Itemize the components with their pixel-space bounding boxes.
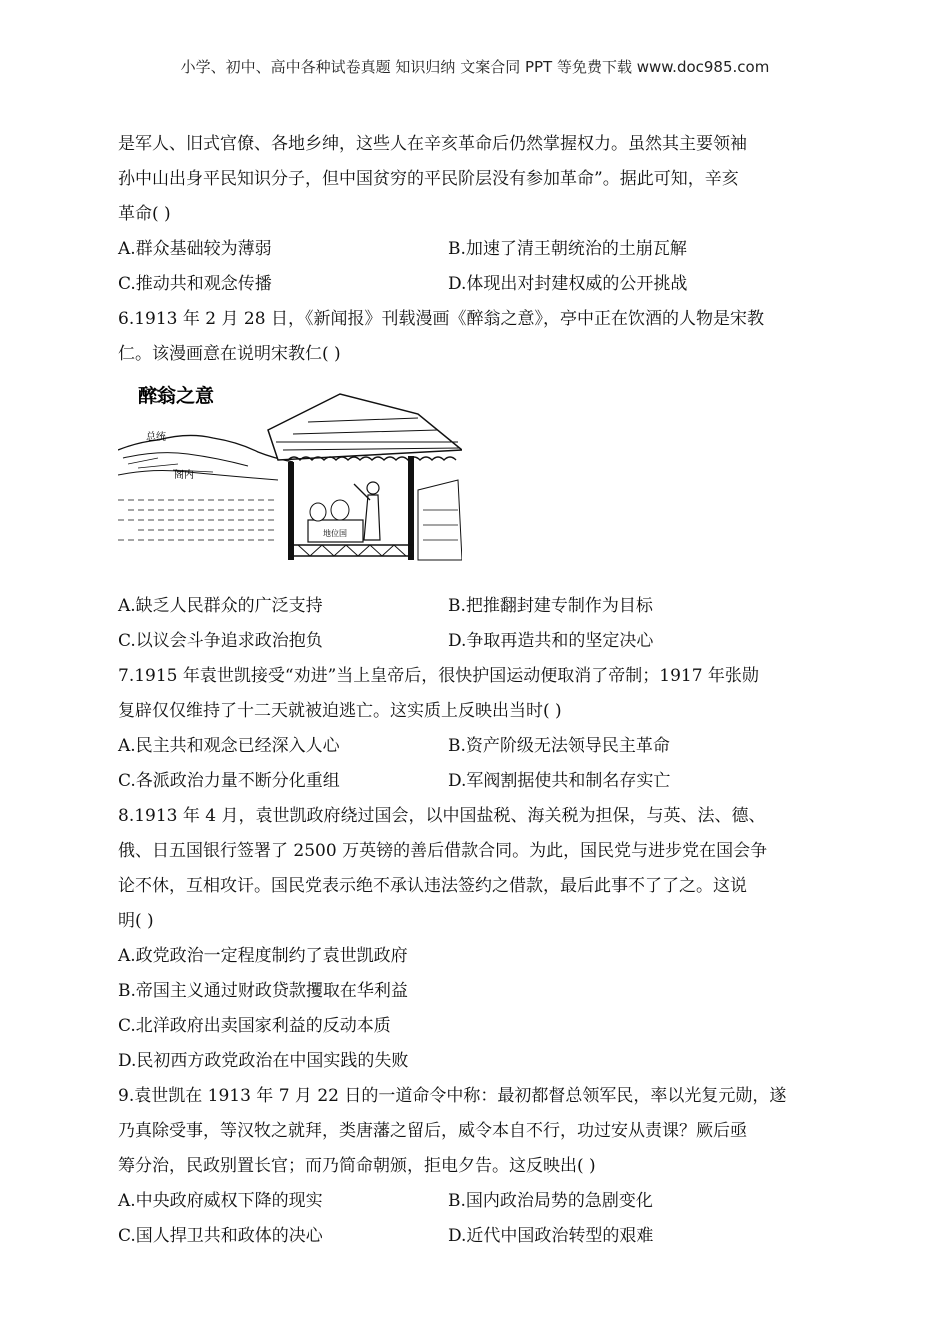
q9-option-d[interactable]: D.近代中国政治转型的艰难: [448, 1226, 654, 1246]
q6-options-row-1: [118, 589, 833, 624]
q5-option-d[interactable]: D.体现出对封建权威的公开挑战: [448, 274, 688, 294]
q6-option-d[interactable]: D.争取再造共和的坚定决心: [448, 631, 654, 651]
q7-option-d[interactable]: D.军阀割据使共和制名存实亡: [448, 771, 671, 791]
cartoon-label-left: 总统: [146, 432, 166, 443]
cartoon-label-table: 地位国: [323, 529, 347, 538]
q8-option-a[interactable]: A.政党政治一定程度制约了袁世凯政府: [118, 946, 408, 966]
q7-option-a[interactable]: A.民主共和观念已经深入人心: [118, 736, 340, 756]
question-7: [118, 659, 833, 799]
q9-stem-line-1: 9.袁世凯在 1913 年 7 月 22 日的一道命令中称：最初都督总领军民，率以光复元勋，遂: [118, 1086, 787, 1106]
document-body: [118, 127, 833, 1254]
figure-body: [364, 495, 380, 540]
wine-jar-icon: [310, 503, 326, 521]
cartoon-illustration: [118, 380, 462, 570]
q5-stem-line-3: 革命( ): [118, 204, 171, 224]
figure-head: [367, 482, 379, 494]
q8-stem-line-3: 论不休，互相攻讦。国民党表示绝不承认违法签约之借款，最后此事不了了之。这说: [118, 876, 747, 896]
q8-option-c[interactable]: C.北洋政府出卖国家利益的反动本质: [118, 1016, 391, 1036]
page-header: 小学、初中、高中各种试卷真题 知识归纳 文案合同 PPT 等免费下载 www.doc985.com: [180, 58, 770, 76]
q5-options-row-2: [118, 267, 833, 302]
question-6: [118, 302, 833, 659]
q7-options-row-2: [118, 764, 833, 799]
question-8: [118, 799, 833, 1079]
q7-option-b[interactable]: B.资产阶级无法领导民主革命: [448, 736, 670, 756]
q8-stem-line-2: 俄、日五国银行签署了 2500 万英镑的善后借款合同。为此，国民党与进步党在国会争: [118, 841, 768, 861]
q9-options-row-1: [118, 1184, 833, 1219]
q5-options-row-1: [118, 232, 833, 267]
q6-option-c[interactable]: C.以议会斗争追求政治抱负: [118, 631, 323, 651]
mountain-outline: [118, 435, 293, 462]
question-5: [118, 127, 833, 302]
q9-option-b[interactable]: B.国内政治局势的急剧变化: [448, 1191, 653, 1211]
q9-options-row-2: [118, 1219, 833, 1254]
q7-stem-line-2: 复辟仅仅维持了十二天就被迫逃亡。这实质上反映出当时( ): [118, 701, 562, 721]
q9-option-a[interactable]: A.中央政府威权下降的现实: [118, 1191, 323, 1211]
q8-stem-line-1: 8.1913 年 4 月，袁世凯政府绕过国会，以中国盐税、海关税为担保，与英、法、德、: [118, 806, 766, 826]
q7-option-c[interactable]: C.各派政治力量不断分化重组: [118, 771, 340, 791]
q5-stem-line-2: 孙中山出身平民知识分子，但中国贫穷的平民阶层没有参加革命”。据此可知，辛亥: [118, 169, 739, 189]
q9-option-c[interactable]: C.国人捍卫共和政体的决心: [118, 1226, 323, 1246]
cartoon-title: 醉翁之意: [138, 385, 215, 407]
q5-stem-line-1: 是军人、旧式官僚、各地乡绅，这些人在辛亥革命后仍然掌握权力。虽然其主要领袖: [118, 134, 747, 154]
q6-options-row-2: [118, 624, 833, 659]
q5-option-a[interactable]: A.群众基础较为薄弱: [118, 239, 272, 259]
q7-stem-line-1: 7.1915 年袁世凯接受“劝进”当上皇帝后，很快护国运动便取消了帝制；1917 年张勋: [118, 666, 759, 686]
water-lines: [118, 500, 278, 540]
cartoon-label-mid: 阁内: [174, 470, 194, 481]
q6-stem-line-2: 仁。该漫画意在说明宋教仁( ): [118, 344, 341, 364]
question-9: [118, 1079, 833, 1254]
q9-stem-line-3: 筹分治，民政别置长官；而乃简命朝颁，拒电夕告。这反映出( ): [118, 1156, 596, 1176]
q8-option-d[interactable]: D.民初西方政党政治在中国实践的失败: [118, 1051, 409, 1071]
q6-option-b[interactable]: B.把推翻封建专制作为目标: [448, 596, 653, 616]
q6-stem-line-1: 6.1913 年 2 月 28 日，《新闻报》刊载漫画《醉翁之意》，亭中正在饮酒的人物是宋教: [118, 309, 764, 329]
q8-option-b[interactable]: B.帝国主义通过财政贷款攫取在华利益: [118, 981, 408, 1001]
q6-option-a[interactable]: A.缺乏人民群众的广泛支持: [118, 596, 323, 616]
q7-options-row-1: [118, 729, 833, 764]
q8-stem-line-4: 明( ): [118, 911, 154, 931]
wine-jar-icon: [331, 500, 349, 520]
q9-stem-line-2: 乃真除受事，等汉牧之就拜，类唐藩之留后，威令本自不行，功过安从责课？厥后亟: [118, 1121, 747, 1141]
q5-option-b[interactable]: B.加速了清王朝统治的土崩瓦解: [448, 239, 687, 259]
q5-option-c[interactable]: C.推动共和观念传播: [118, 274, 272, 294]
